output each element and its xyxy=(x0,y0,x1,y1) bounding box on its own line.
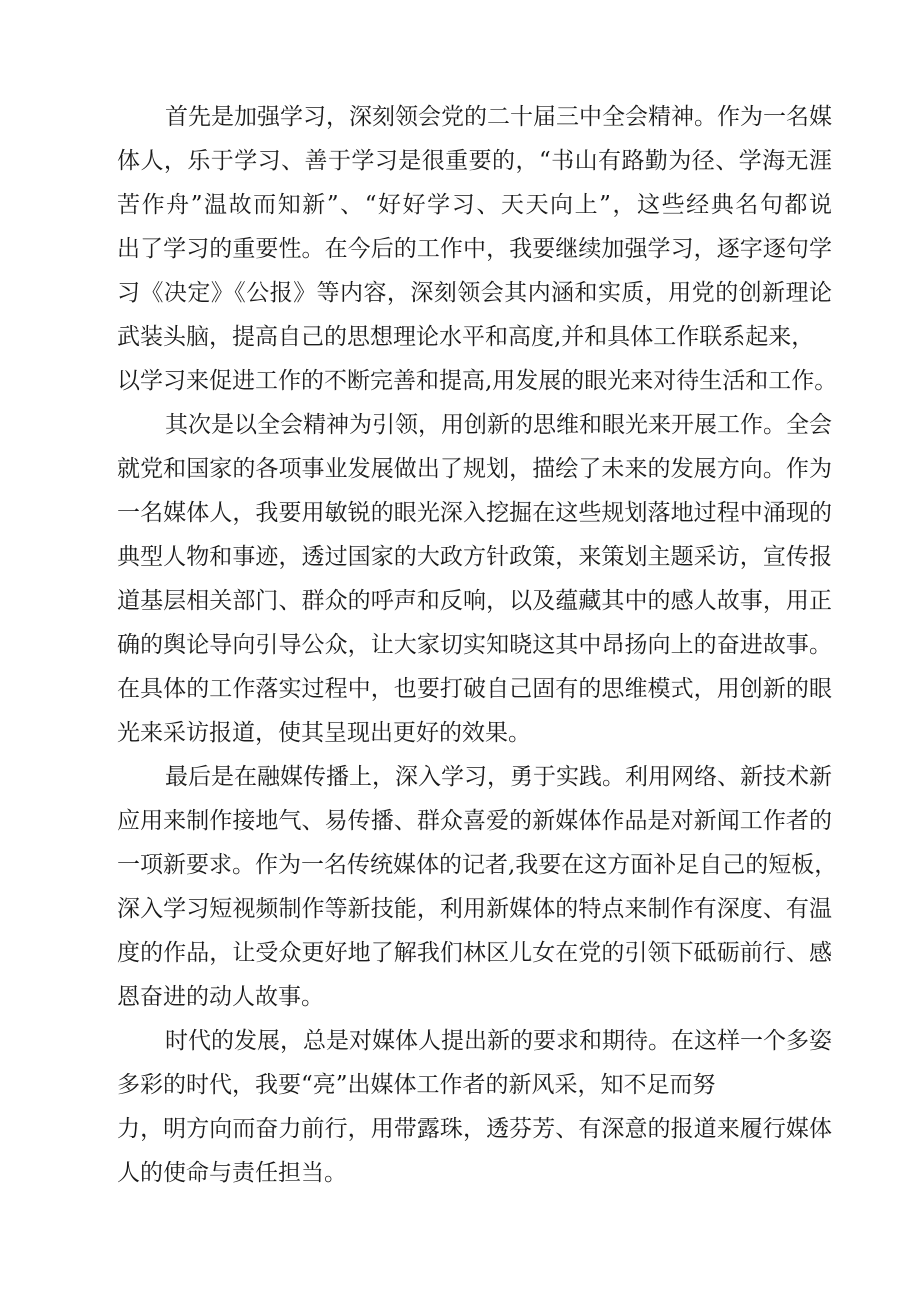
paragraph-3-line-1: 最后是在融媒传播上，深入学习，勇于实践。利用网络、新技术新 xyxy=(165,764,832,790)
paragraph-3-line-3: 一项新要求。作为一名传统媒体的记者,我要在这方面补足自己的短板， xyxy=(117,852,838,878)
paragraph-2-line-5: 道基层相关部门、群众的呼声和反响，以及蕴藏其中的感人故事，用正 xyxy=(117,588,832,614)
paragraph-1-line-7: 以学习来促进工作的不断完善和提高,用发展的眼光来对待生活和工作。 xyxy=(117,368,838,394)
paragraph-1-line-4: 出了学习的重要性。在今后的工作中，我要继续加强学习，逐字逐句学 xyxy=(117,236,832,262)
paragraph-2-line-3: 一名媒体人，我要用敏锐的眼光深入挖掘在这些规划落地过程中涌现的 xyxy=(117,500,832,526)
paragraph-3-line-6: 恩奋进的动人故事。 xyxy=(117,984,324,1010)
paragraph-4-line-3: 力，明方向而奋力前行，用带露珠，透芬芳、有深意的报道来履行媒体 xyxy=(117,1116,832,1142)
paragraph-2-line-6: 确的舆论导向引导公众，让大家切实知晓这其中昂扬向上的奋进故事。 xyxy=(117,632,832,658)
paragraph-3-line-4: 深入学习短视频制作等新技能，利用新媒体的特点来制作有深度、有温 xyxy=(117,896,832,922)
paragraph-2-line-7: 在具体的工作落实过程中，也要打破自己固有的思维模式，用创新的眼 xyxy=(117,676,832,702)
paragraph-2-line-8: 光来采访报道，使其呈现出更好的效果。 xyxy=(117,720,531,746)
paragraph-1-line-3: 苦作舟”温故而知新”、“好好学习、天天向上”，这些经典名句都说 xyxy=(117,192,832,218)
paragraph-4-line-1: 时代的发展，总是对媒体人提出新的要求和期待。在这样一个多姿 xyxy=(165,1028,832,1054)
paragraph-3-line-5: 度的作品，让受众更好地了解我们林区儿女在党的引领下砥砺前行、感 xyxy=(117,940,832,966)
paragraph-3-line-2: 应用来制作接地气、易传播、群众喜爱的新媒体作品是对新闻工作者的 xyxy=(117,808,832,834)
paragraph-1-line-1: 首先是加强学习，深刻领会党的二十届三中全会精神。作为一名媒 xyxy=(165,104,832,130)
paragraph-2-line-1: 其次是以全会精神为引领，用创新的思维和眼光来开展工作。全会 xyxy=(165,412,832,438)
paragraph-2-line-2: 就党和国家的各项事业发展做出了规划，描绘了未来的发展方向。作为 xyxy=(117,456,832,482)
paragraph-2-line-4: 典型人物和事迹，透过国家的大政方针政策，来策划主题采访，宣传报 xyxy=(117,544,832,570)
paragraph-1-line-6: 武装头脑，提高自己的思想理论水平和高度,并和具体工作联系起来， xyxy=(117,324,815,350)
paragraph-4-line-2: 多彩的时代，我要“亮”出媒体工作者的新风采，知不足而努 xyxy=(117,1072,716,1098)
paragraph-1-line-5: 习《决定》《公报》等内容，深刻领会其内涵和实质，用党的创新理论 xyxy=(117,280,832,306)
paragraph-1-line-2: 体人，乐于学习、善于学习是很重要的，“书山有路勤为径、学海无涯 xyxy=(117,148,832,174)
paragraph-4-line-4: 人的使命与责任担当。 xyxy=(117,1160,347,1186)
